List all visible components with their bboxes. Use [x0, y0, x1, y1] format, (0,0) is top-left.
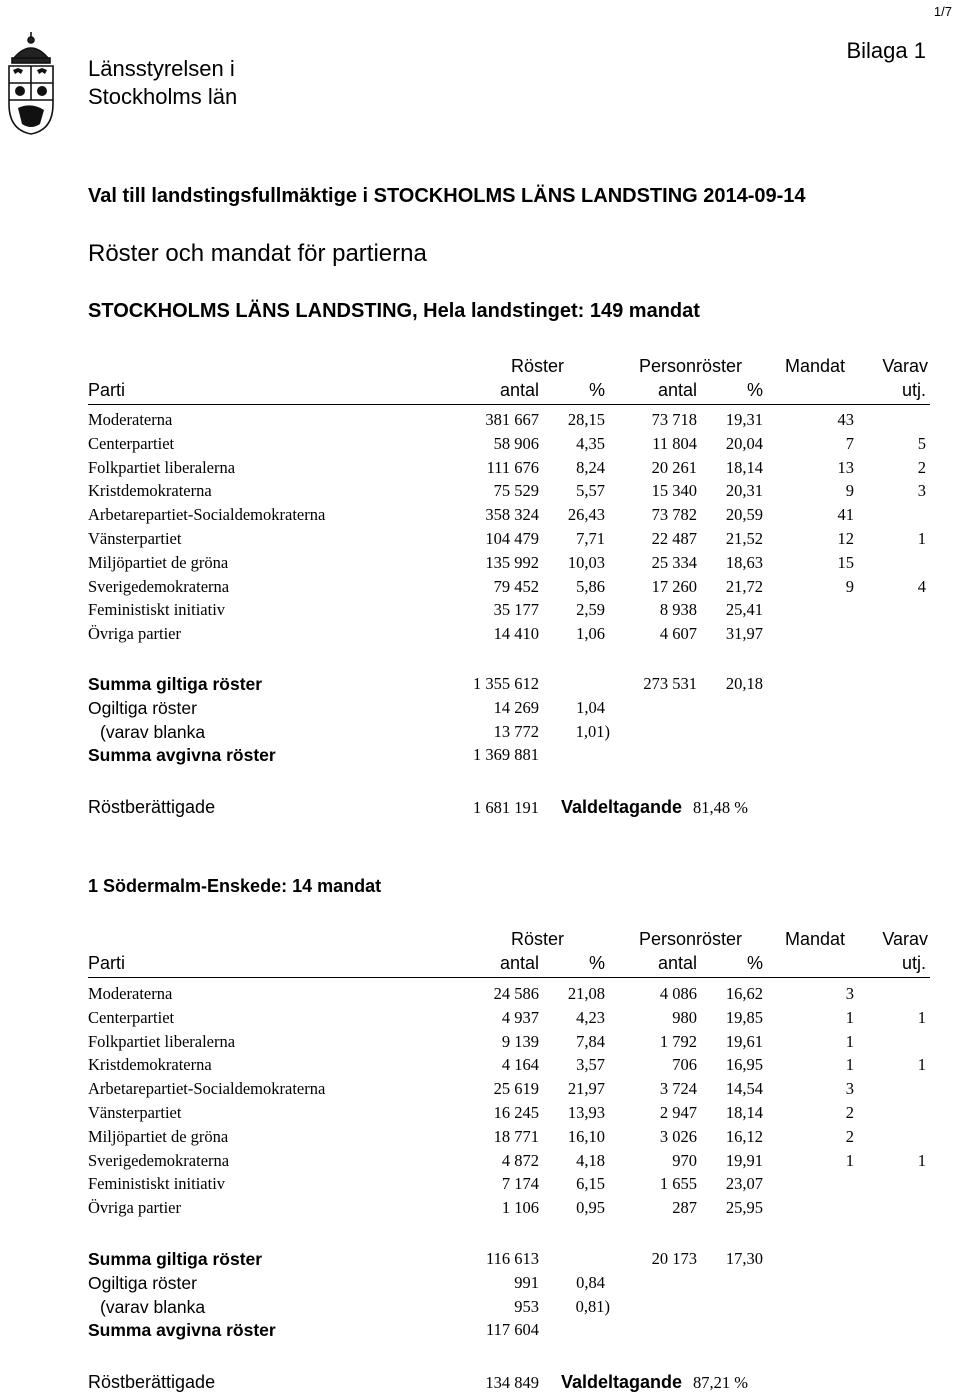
document-subtitle: Röster och mandat för partierna	[88, 240, 427, 267]
summary-person-pct: 17,30	[725, 1249, 763, 1268]
table-row	[88, 1127, 930, 1151]
turnout-label: Valdeltagande	[561, 797, 683, 817]
summary-votes: 117 604	[485, 1320, 539, 1340]
mandates: 1	[845, 1007, 854, 1027]
votes-count: 7 174	[501, 1174, 539, 1194]
levelling-mandates: 1	[917, 528, 926, 548]
party-name: Kristdemokraterna	[88, 1055, 212, 1075]
person-votes-count: 1 655	[659, 1174, 697, 1194]
summary-person-votes: 20 173	[651, 1249, 697, 1268]
mandates: 1	[845, 1150, 854, 1170]
person-votes-count: 73 718	[651, 410, 697, 429]
person-votes-count: 1 792	[659, 1031, 697, 1051]
summary-votes: 116 613	[485, 1249, 539, 1268]
table-row	[88, 458, 930, 482]
coat-of-arms-logo	[4, 30, 58, 136]
header-mandat: Mandat	[785, 356, 846, 376]
table-row	[88, 577, 930, 601]
votes-pct: 7,71	[576, 528, 605, 548]
votes-pct: 21,08	[567, 984, 605, 1003]
party-name: Kristdemokraterna	[88, 481, 212, 501]
levelling-mandates: 4	[917, 576, 926, 596]
mandates: 9	[845, 576, 854, 596]
votes-pct: 7,84	[576, 1031, 605, 1051]
header-varav: Varav	[882, 929, 928, 949]
levelling-mandates: 1	[917, 1007, 926, 1027]
person-votes-count: 3 026	[659, 1126, 697, 1146]
person-votes-count: 22 487	[651, 528, 697, 548]
votes-pct: 10,03	[567, 552, 605, 572]
party-name: Miljöpartiet de gröna	[88, 1126, 229, 1146]
person-votes-pct: 19,61	[725, 1031, 763, 1051]
votes-pct: 1,06	[576, 624, 605, 644]
header-roster: Röster	[511, 929, 565, 949]
mandates: 1	[845, 1055, 854, 1075]
party-table	[88, 410, 930, 648]
votes-pct: 21,97	[567, 1079, 605, 1099]
votes-count: 18 771	[493, 1126, 539, 1146]
votes-count: 1 106	[501, 1198, 539, 1218]
votes-count: 16 245	[493, 1102, 539, 1122]
summary-votes: 953	[514, 1296, 539, 1316]
person-votes-pct: 18,14	[725, 1102, 763, 1122]
votes-pct: 4,18	[576, 1150, 605, 1170]
votes-count: 135 992	[485, 552, 539, 572]
org-name-line-2: Stockholms län	[88, 84, 238, 109]
party-name: Övriga partier	[88, 624, 181, 644]
header-parti: Parti	[88, 380, 126, 400]
person-votes-count: 2 947	[659, 1102, 697, 1122]
party-name: Sverigedemokraterna	[88, 1150, 230, 1170]
summary-pct: 0,84	[576, 1272, 605, 1292]
votes-count: 4 937	[501, 1007, 539, 1027]
table-row	[88, 1055, 930, 1079]
levelling-mandates: 5	[917, 433, 926, 453]
votes-pct: 26,43	[567, 505, 605, 525]
person-votes-pct: 21,52	[725, 528, 763, 548]
party-name: Övriga partier	[88, 1198, 181, 1218]
person-votes-count: 980	[672, 1007, 697, 1027]
person-votes-pct: 25,41	[725, 600, 763, 620]
mandates: 9	[845, 481, 854, 501]
table-header	[88, 356, 930, 406]
header-antal: antal	[499, 380, 539, 400]
summary-row-valid	[88, 1249, 930, 1273]
summary-label: (varav blanka	[100, 721, 206, 742]
header-pct: %	[588, 380, 605, 400]
header-person-antal: antal	[657, 380, 697, 400]
person-votes-count: 970	[672, 1150, 697, 1170]
table-row	[88, 553, 930, 577]
person-votes-pct: 16,62	[725, 984, 763, 1003]
eligible-label: Röstberättigade	[88, 797, 216, 817]
votes-pct: 4,23	[576, 1007, 605, 1027]
table-row	[88, 624, 930, 648]
person-votes-pct: 23,07	[725, 1174, 763, 1194]
votes-pct: 4,35	[576, 433, 605, 453]
table-row	[88, 1198, 930, 1222]
party-name: Sverigedemokraterna	[88, 576, 230, 596]
table-row	[88, 1032, 930, 1056]
header-personroster: Personröster	[639, 929, 743, 949]
party-name: Miljöpartiet de gröna	[88, 552, 229, 572]
header-rule	[88, 977, 930, 978]
table-row	[88, 1103, 930, 1127]
summary-row-valid	[88, 674, 930, 698]
votes-count: 25 619	[493, 1079, 539, 1099]
person-votes-pct: 19,85	[725, 1007, 763, 1027]
votes-count: 104 479	[485, 528, 539, 548]
header-antal: antal	[499, 953, 539, 973]
summary-votes: 991	[514, 1272, 539, 1292]
person-votes-count: 287	[672, 1198, 697, 1218]
table-header	[88, 929, 930, 979]
votes-count: 9 139	[501, 1031, 539, 1051]
votes-count: 14 410	[493, 624, 539, 644]
levelling-mandates: 2	[917, 457, 926, 477]
table-row	[88, 505, 930, 529]
votes-count: 4 872	[501, 1150, 539, 1170]
person-votes-count: 73 782	[651, 505, 697, 525]
mandates: 41	[837, 505, 854, 525]
summary-label: Ogiltiga röster	[88, 697, 197, 718]
votes-pct: 0,95	[576, 1198, 605, 1218]
summary-label: Summa giltiga röster	[88, 674, 263, 694]
eligible-voters-row	[88, 797, 930, 823]
eligible-value: 1 681 191	[473, 798, 539, 817]
summary-row-invalid	[88, 698, 930, 722]
summary-person-pct: 20,18	[725, 674, 763, 693]
party-name: Folkpartiet liberalerna	[88, 457, 236, 477]
summary-row-blank	[88, 1297, 930, 1321]
turnout-value: 87,21 %	[693, 1373, 748, 1392]
levelling-mandates: 1	[917, 1150, 926, 1170]
votes-count: 75 529	[493, 481, 539, 501]
mandates: 1	[845, 1031, 854, 1051]
mandates: 3	[845, 984, 854, 1003]
votes-pct: 16,10	[567, 1126, 605, 1146]
table-row	[88, 410, 930, 434]
section-title: 1 Södermalm-Enskede: 14 mandat	[88, 876, 382, 896]
person-votes-pct: 31,97	[725, 624, 763, 644]
votes-pct: 13,93	[567, 1102, 605, 1122]
header-personroster: Personröster	[639, 356, 743, 376]
summary-block	[88, 1249, 930, 1344]
summary-row-blank	[88, 722, 930, 746]
person-votes-pct: 16,12	[725, 1126, 763, 1146]
summary-block	[88, 674, 930, 769]
party-name: Feministiskt initiativ	[88, 600, 226, 620]
eligible-voters-row	[88, 1372, 930, 1398]
person-votes-count: 4 086	[659, 984, 697, 1003]
header-person-pct: %	[746, 380, 763, 400]
votes-pct: 28,15	[567, 410, 605, 429]
person-votes-count: 15 340	[651, 481, 697, 501]
mandates: 15	[837, 552, 854, 572]
summary-label: Summa avgivna röster	[88, 1320, 276, 1341]
summary-votes: 14 269	[493, 697, 539, 717]
mandates: 2	[845, 1102, 854, 1122]
mandates: 43	[837, 410, 854, 429]
summary-label: Summa giltiga röster	[88, 1249, 263, 1269]
person-votes-pct: 20,31	[725, 481, 763, 501]
person-votes-pct: 20,04	[725, 433, 763, 453]
levelling-mandates: 3	[917, 481, 926, 501]
header-person-pct: %	[746, 953, 763, 973]
votes-pct: 3,57	[576, 1055, 605, 1075]
votes-count: 24 586	[493, 984, 539, 1003]
votes-count: 4 164	[501, 1055, 539, 1075]
header-utj: utj.	[901, 953, 926, 973]
table-row	[88, 984, 930, 1008]
votes-count: 35 177	[493, 600, 539, 620]
page-number: 1/7	[933, 4, 952, 19]
party-name: Centerpartiet	[88, 1007, 175, 1027]
section-title: STOCKHOLMS LÄNS LANDSTING, Hela landstinget: 149 mandat	[88, 300, 700, 322]
party-name: Arbetarepartiet-Socialdemokraterna	[88, 1079, 326, 1099]
summary-label: (varav blanka	[100, 1296, 206, 1317]
party-name: Feministiskt initiativ	[88, 1174, 226, 1194]
votes-count: 381 667	[485, 410, 539, 429]
summary-row-invalid	[88, 1273, 930, 1297]
table-row	[88, 1079, 930, 1103]
header-rule	[88, 404, 930, 405]
party-name: Moderaterna	[88, 410, 173, 429]
mandates: 7	[845, 433, 854, 453]
header-person-antal: antal	[657, 953, 697, 973]
person-votes-pct: 18,14	[725, 457, 763, 477]
mandates: 3	[845, 1079, 854, 1099]
levelling-mandates: 1	[917, 1055, 926, 1075]
person-votes-pct: 19,91	[725, 1150, 763, 1170]
table-row	[88, 529, 930, 553]
person-votes-pct: 18,63	[725, 552, 763, 572]
eligible-value: 134 849	[485, 1373, 539, 1392]
summary-votes: 1 355 612	[473, 674, 539, 693]
table-row	[88, 1174, 930, 1198]
party-name: Moderaterna	[88, 984, 173, 1003]
party-name: Centerpartiet	[88, 433, 175, 453]
votes-pct: 5,57	[576, 481, 605, 501]
votes-count: 111 676	[486, 457, 539, 477]
table-row	[88, 600, 930, 624]
summary-pct: 1,04	[576, 697, 605, 717]
person-votes-pct: 20,59	[725, 505, 763, 525]
mandates: 13	[837, 457, 854, 477]
header-varav: Varav	[882, 356, 928, 376]
person-votes-pct: 14,54	[725, 1079, 763, 1099]
turnout-label: Valdeltagande	[561, 1372, 683, 1392]
summary-person-votes: 273 531	[643, 674, 697, 693]
person-votes-count: 17 260	[651, 576, 697, 596]
summary-pct: 1,01)	[575, 721, 610, 741]
person-votes-count: 20 261	[651, 457, 697, 477]
summary-label: Summa avgivna röster	[88, 745, 276, 766]
votes-pct: 5,86	[576, 576, 605, 596]
header-utj: utj.	[901, 380, 926, 400]
header-roster: Röster	[511, 356, 565, 376]
votes-pct: 2,59	[576, 600, 605, 620]
turnout-value: 81,48 %	[693, 798, 748, 817]
person-votes-count: 11 804	[652, 433, 697, 453]
votes-pct: 8,24	[576, 457, 605, 477]
document-title: Val till landstingsfullmäktige i STOCKHOLMS LÄNS LANDSTING 2014-09-14	[88, 185, 806, 207]
votes-count: 358 324	[485, 505, 539, 525]
header-pct: %	[588, 953, 605, 973]
person-votes-count: 25 334	[651, 552, 697, 572]
table-row	[88, 1008, 930, 1032]
person-votes-pct: 16,95	[725, 1055, 763, 1075]
person-votes-pct: 21,72	[725, 576, 763, 596]
summary-pct: 0,81)	[575, 1296, 610, 1316]
table-row	[88, 434, 930, 458]
votes-pct: 6,15	[576, 1174, 605, 1194]
header-mandat: Mandat	[785, 929, 846, 949]
table-row	[88, 481, 930, 505]
summary-votes: 1 369 881	[473, 745, 539, 765]
header-parti: Parti	[88, 953, 126, 973]
summary-row-cast	[88, 745, 930, 769]
party-name: Arbetarepartiet-Socialdemokraterna	[88, 505, 326, 525]
summary-votes: 13 772	[493, 721, 539, 741]
party-name: Vänsterpartiet	[88, 1102, 182, 1122]
mandates: 12	[837, 528, 854, 548]
person-votes-pct: 19,31	[725, 410, 763, 429]
mandates: 2	[845, 1126, 854, 1146]
party-name: Vänsterpartiet	[88, 528, 182, 548]
votes-count: 58 906	[493, 433, 539, 453]
person-votes-count: 706	[672, 1055, 697, 1075]
person-votes-count: 3 724	[659, 1079, 697, 1099]
summary-label: Ogiltiga röster	[88, 1272, 197, 1293]
person-votes-count: 4 607	[659, 624, 697, 644]
votes-count: 79 452	[493, 576, 539, 596]
attachment-label: Bilaga 1	[846, 38, 926, 63]
summary-row-cast	[88, 1320, 930, 1344]
eligible-label: Röstberättigade	[88, 1372, 216, 1392]
org-name-line-1: Länsstyrelsen i	[88, 56, 235, 81]
party-name: Folkpartiet liberalerna	[88, 1031, 236, 1051]
party-table	[88, 984, 930, 1222]
person-votes-count: 8 938	[659, 600, 697, 620]
table-row	[88, 1151, 930, 1175]
person-votes-pct: 25,95	[725, 1198, 763, 1218]
